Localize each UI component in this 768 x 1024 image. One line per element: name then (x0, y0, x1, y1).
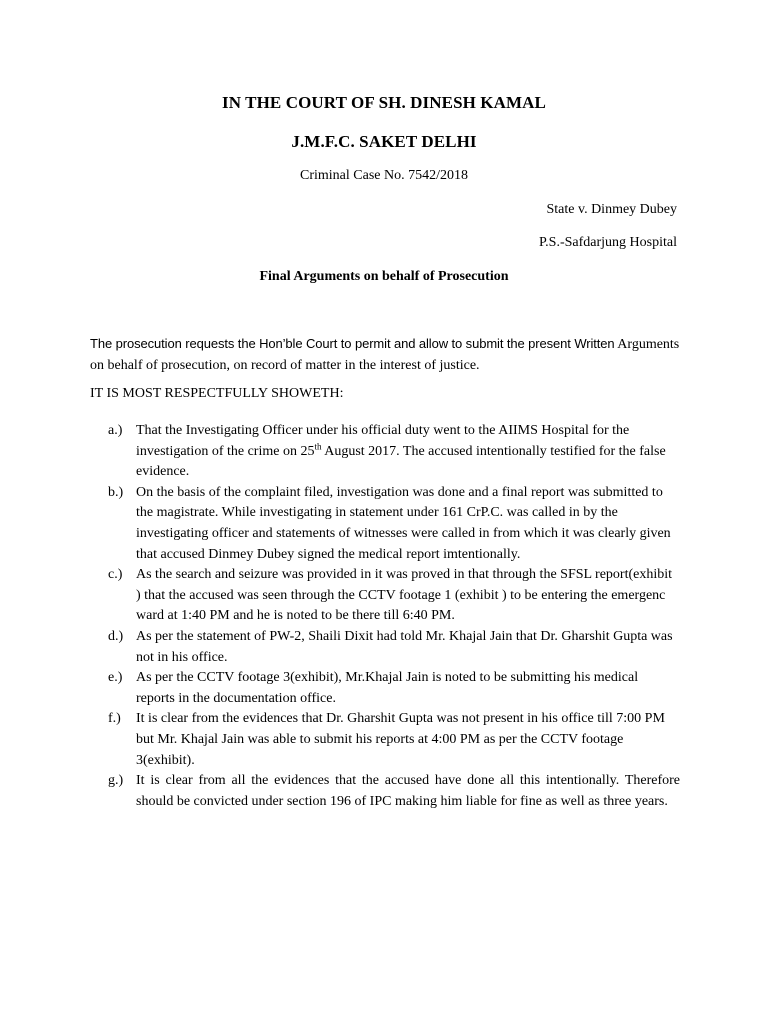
court-title: IN THE COURT OF SH. DINESH KAMAL (222, 93, 546, 112)
list-marker: e.) (108, 670, 123, 686)
list-item-text: On the basis of the complaint filed, investigation was done and a final report was submitted to the magistrate. While investigating in statement under 161 CrP.C. was called in by the investigating officer and statements of witnesses were called in from which it was clearly given that accused Dinmey Dubey signed the medical report imtentionally. (136, 484, 671, 562)
list-item-text: It is clear from all the evidences that the accused have done all this intentionally. Therefore should be convicted under section 196 of IPC making him liable for fine as well as three years. (136, 773, 680, 809)
list-item (90, 421, 680, 483)
list-item-text-end: August 2017. The accused intentionally testified for the false evidence. (136, 443, 666, 480)
list-marker: f.) (108, 711, 121, 727)
list-marker: c.) (108, 567, 123, 583)
case-parties: State v. Dinmey Dubey (546, 202, 677, 217)
intro-text-part-2: Arguments on behalf of prosecution, on record of matter in the interest of justice. (90, 337, 680, 373)
list-marker: a.) (108, 423, 123, 438)
section-heading: Final Arguments on behalf of Prosecution (259, 269, 509, 284)
list-item (90, 565, 680, 627)
list-item (90, 771, 680, 812)
list-item-text: As the search and seizure was provided in it was proved in that through the SFSL report(exhibit ) that the accused was seen through the CCTV footage 1 (exhibit ) to be entering the emergenc ward at 1:40 PM and he is noted to be there till 6:40 PM. (136, 567, 673, 624)
superscript-ordinal: th (314, 440, 322, 451)
list-marker: g.) (108, 773, 124, 789)
list-item (90, 668, 680, 709)
list-marker: d.) (108, 628, 124, 644)
intro-text-part-1: The prosecution requests the Hon’ble Court to permit and allow to submit the present Written (90, 336, 615, 351)
list-marker: b.) (108, 484, 124, 500)
list-item-text-start: That the Investigating Officer under his official duty went to the AIIMS Hospital for the investigation of the crime on 25 (136, 423, 630, 459)
list-item (90, 627, 680, 668)
showeth-line: IT IS MOST RESPECTFULLY SHOWETH: (90, 386, 344, 401)
list-item-text: It is clear from the evidences that Dr. Gharshit Gupta was not present in his office till 7:00 PM but Mr. Khajal Jain was able to submit his reports at 4:00 PM as per the CCTV footage 3(exhibit). (136, 711, 665, 768)
arguments-list (90, 421, 680, 812)
intro-paragraph (90, 333, 680, 376)
police-station: P.S.-Safdarjung Hospital (538, 235, 677, 250)
list-item (90, 483, 680, 565)
list-item-text: As per the statement of PW-2, Shaili Dixit had told Mr. Khajal Jain that Dr. Gharshit Gupta was not in his office. (136, 628, 673, 665)
case-number: Criminal Case No. 7542/2018 (300, 168, 468, 183)
list-item (90, 709, 680, 771)
list-item-text (136, 421, 680, 483)
list-item-text: As per the CCTV footage 3(exhibit), Mr.Khajal Jain is noted to be submitting his medical reports in the documentation office. (136, 670, 639, 706)
court-location: J.M.F.C. SAKET DELHI (291, 132, 477, 151)
